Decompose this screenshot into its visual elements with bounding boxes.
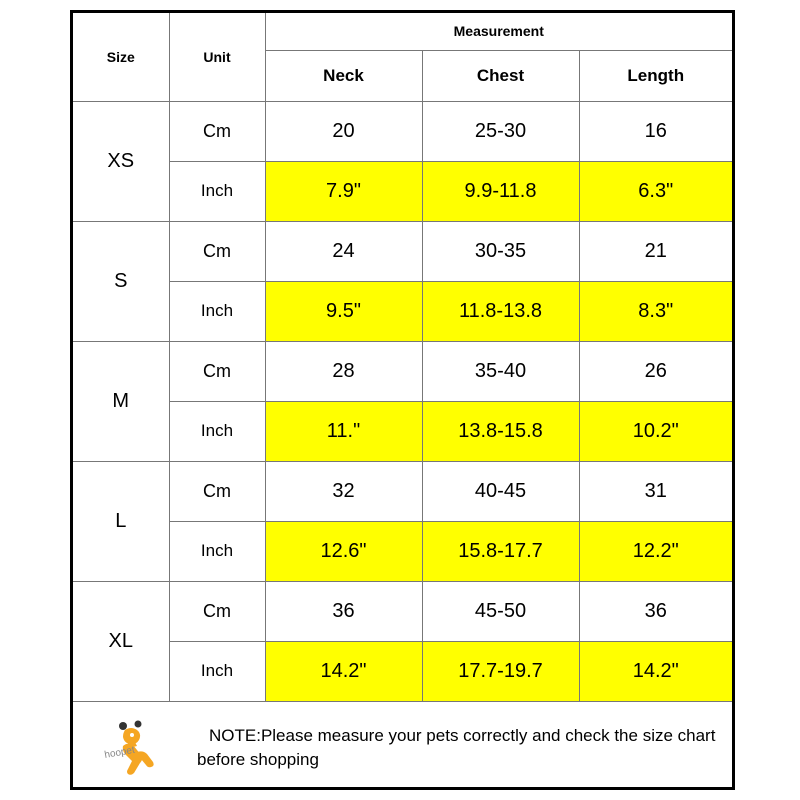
- cm-value-length: 31: [579, 461, 732, 521]
- table-row: [73, 221, 732, 281]
- cm-value-chest: 45-50: [422, 581, 579, 641]
- cm-value-chest: 35-40: [422, 341, 579, 401]
- unit-cm-label: Cm: [169, 581, 265, 641]
- cm-value-length: 26: [579, 341, 732, 401]
- inch-value-neck: 12.6": [265, 521, 422, 581]
- unit-inch-label: Inch: [169, 281, 265, 341]
- table-row: [73, 521, 732, 581]
- cm-value-neck: 28: [265, 341, 422, 401]
- inch-value-length: 8.3": [579, 281, 732, 341]
- size-label: XL: [73, 581, 169, 701]
- unit-inch-label: Inch: [169, 521, 265, 581]
- unit-header: Unit: [169, 13, 265, 101]
- hoopet-logo-icon: [103, 716, 173, 778]
- cm-value-neck: 32: [265, 461, 422, 521]
- unit-cm-label: Cm: [169, 221, 265, 281]
- inch-value-length: 10.2": [579, 401, 732, 461]
- cm-value-neck: 24: [265, 221, 422, 281]
- unit-cm-label: Cm: [169, 101, 265, 161]
- table-row: [73, 341, 732, 401]
- measurement-header: Measurement: [265, 13, 732, 50]
- size-header: Size: [73, 13, 169, 101]
- chest-header: Chest: [422, 50, 579, 101]
- table-row: [73, 161, 732, 221]
- unit-inch-label: Inch: [169, 641, 265, 701]
- length-header: Length: [579, 50, 732, 101]
- cm-value-length: 21: [579, 221, 732, 281]
- cm-value-chest: 25-30: [422, 101, 579, 161]
- table-row: [73, 101, 732, 161]
- inch-value-neck: 14.2": [265, 641, 422, 701]
- table-row: [73, 641, 732, 701]
- note-section: [73, 701, 732, 788]
- note-text: NOTE:Please measure your pets correctly and check the size chart before shopping: [197, 726, 716, 769]
- table-row: [73, 581, 732, 641]
- cm-value-length: 36: [579, 581, 732, 641]
- inch-value-chest: 11.8-13.8: [422, 281, 579, 341]
- inch-value-chest: 17.7-19.7: [422, 641, 579, 701]
- unit-inch-label: Inch: [169, 161, 265, 221]
- inch-value-neck: 7.9": [265, 161, 422, 221]
- table-row: [73, 281, 732, 341]
- cm-value-neck: 20: [265, 101, 422, 161]
- neck-header: Neck: [265, 50, 422, 101]
- inch-value-neck: 11.": [265, 401, 422, 461]
- size-label: XS: [73, 101, 169, 221]
- size-label: L: [73, 461, 169, 581]
- inch-value-length: 14.2": [579, 641, 732, 701]
- inch-value-length: 6.3": [579, 161, 732, 221]
- size-chart-table: [73, 13, 732, 702]
- inch-value-chest: 15.8-17.7: [422, 521, 579, 581]
- size-label: M: [73, 341, 169, 461]
- cm-value-chest: 30-35: [422, 221, 579, 281]
- unit-cm-label: Cm: [169, 461, 265, 521]
- inch-value-chest: 13.8-15.8: [422, 401, 579, 461]
- inch-value-chest: 9.9-11.8: [422, 161, 579, 221]
- cm-value-length: 16: [579, 101, 732, 161]
- cm-value-chest: 40-45: [422, 461, 579, 521]
- unit-inch-label: Inch: [169, 401, 265, 461]
- table-row: [73, 401, 732, 461]
- inch-value-length: 12.2": [579, 521, 732, 581]
- logo-text: hoopet: [103, 744, 136, 761]
- table-row: [73, 461, 732, 521]
- unit-cm-label: Cm: [169, 341, 265, 401]
- size-chart-frame: [70, 10, 735, 790]
- size-label: S: [73, 221, 169, 341]
- header-row-top: [73, 13, 732, 50]
- inch-value-neck: 9.5": [265, 281, 422, 341]
- cm-value-neck: 36: [265, 581, 422, 641]
